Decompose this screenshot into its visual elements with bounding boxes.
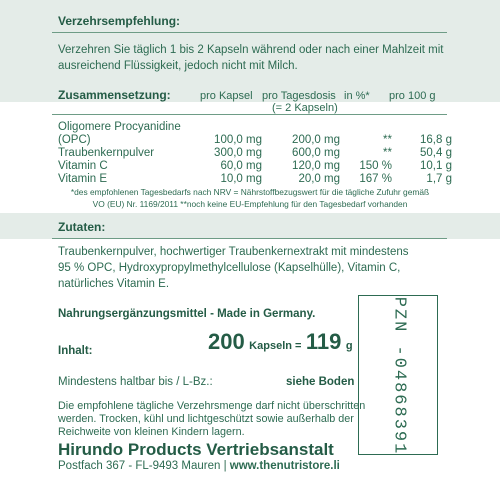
capsule-count: 200 xyxy=(208,329,245,354)
composition-heading: Zusammensetzung: xyxy=(58,88,171,102)
table-row xyxy=(58,147,452,160)
nutrient-name: (OPC) xyxy=(58,134,91,146)
percent-value: ** xyxy=(383,147,392,159)
ingredients-line2: 95 % OPC, Hydroxypropylmethylcellulose (Kapselhülle), Vitamin C, xyxy=(58,262,401,274)
address-text: Postfach 367 - FL-9493 Mauren | xyxy=(58,460,230,472)
per-100g-value: 1,7 g xyxy=(426,173,452,185)
warning-line2: werden. Trocken, kühl und lichtgeschützt sowie außerhalb der xyxy=(58,413,354,425)
company-website[interactable]: www.thenutristore.li xyxy=(229,460,340,472)
capsule-word: Kapseln = xyxy=(249,340,302,352)
bbd-label: Mindestens haltbar bis / L-Bz.: xyxy=(58,376,213,388)
pzn-code: PZN -04868391 xyxy=(389,296,409,456)
warning-line1: Die empfohlene tägliche Verzehrsmenge darf nicht überschritten xyxy=(58,400,366,412)
per-capsule-value: 60,0 mg xyxy=(220,160,262,172)
table-row xyxy=(58,134,452,147)
composition-table xyxy=(58,121,452,186)
dosage-rule xyxy=(52,32,447,33)
bbd-value: siehe Boden xyxy=(286,376,355,388)
weight-value: 119 xyxy=(305,329,342,354)
warning-line3: Reichweite von kleinen Kindern lagern. xyxy=(58,426,245,438)
col-daily-sub: (= 2 Kapseln) xyxy=(272,102,338,114)
ingredients-line1: Traubenkernpulver, hochwertiger Traubenkernextrakt mit mindestens xyxy=(58,246,409,258)
table-row xyxy=(58,160,452,173)
table-row xyxy=(58,173,452,186)
per-capsule-value xyxy=(200,121,262,134)
weight-unit: g xyxy=(345,340,353,352)
dosage-text: Verzehren Sie täglich 1 bis 2 Kapseln während oder nach einer Mahlzeit mit ausreichend Flüssigkeit, jedoch nicht mit Milch. xyxy=(58,44,444,72)
percent-value: 167 % xyxy=(359,173,392,185)
per-daily-value: 200,0 mg xyxy=(292,134,340,146)
footnote-line2: VO (EU) Nr. 1169/2011 **noch keine EU-Empfehlung für den Tagesbedarf vorhanden xyxy=(92,199,408,209)
footnote-line1: *des empfohlenen Tagesbedarfs nach NRV = Nährstoffbezugswert für die tägliche Zufuhr gemäß xyxy=(70,187,430,197)
per-daily-value: 120,0 mg xyxy=(292,160,340,172)
nutrient-name: Vitamin E xyxy=(58,173,108,185)
ingredients-rule xyxy=(52,238,447,239)
per-100g-value: 50,4 g xyxy=(420,147,452,159)
per-100g-value: 16,8 g xyxy=(420,134,452,146)
col-100g: pro 100 g xyxy=(389,90,436,102)
nutrient-name: Vitamin C xyxy=(58,160,108,172)
per-capsule-value: 10,0 mg xyxy=(220,173,262,185)
per-capsule-value: 300,0 mg xyxy=(214,147,262,159)
nutrient-name: Traubenkernpulver xyxy=(58,147,155,159)
table-row xyxy=(58,121,452,134)
company-name: Hirundo Products Vertriebsanstalt xyxy=(58,440,334,459)
col-capsule: pro Kapsel xyxy=(200,90,253,102)
per-100g-value xyxy=(392,121,452,134)
percent-value: 150 % xyxy=(359,160,392,172)
dosage-heading: Verzehrsempfehlung: xyxy=(58,14,181,28)
ingredients-heading: Zutaten: xyxy=(58,220,106,234)
composition-rule xyxy=(52,114,447,115)
percent-value: ** xyxy=(383,134,392,146)
content-label: Inhalt: xyxy=(58,345,93,357)
per-daily-value xyxy=(262,121,340,134)
per-100g-value: 10,1 g xyxy=(420,160,452,172)
company-address xyxy=(58,460,340,472)
per-daily-value: 20,0 mg xyxy=(298,173,340,185)
per-capsule-value: 100,0 mg xyxy=(214,134,262,146)
col-daily: pro Tagesdosis xyxy=(262,90,336,102)
ingredients-line3: natürliches Vitamin E. xyxy=(58,278,170,290)
per-daily-value: 600,0 mg xyxy=(292,147,340,159)
supplement-note: Nahrungsergänzungsmittel - Made in Germany. xyxy=(58,308,316,320)
nutrient-name: Oligomere Procyanidine xyxy=(58,121,181,133)
percent-value xyxy=(340,121,392,134)
pzn-box xyxy=(358,295,438,455)
col-percent: in %* xyxy=(344,90,370,102)
content-amount xyxy=(208,329,353,355)
